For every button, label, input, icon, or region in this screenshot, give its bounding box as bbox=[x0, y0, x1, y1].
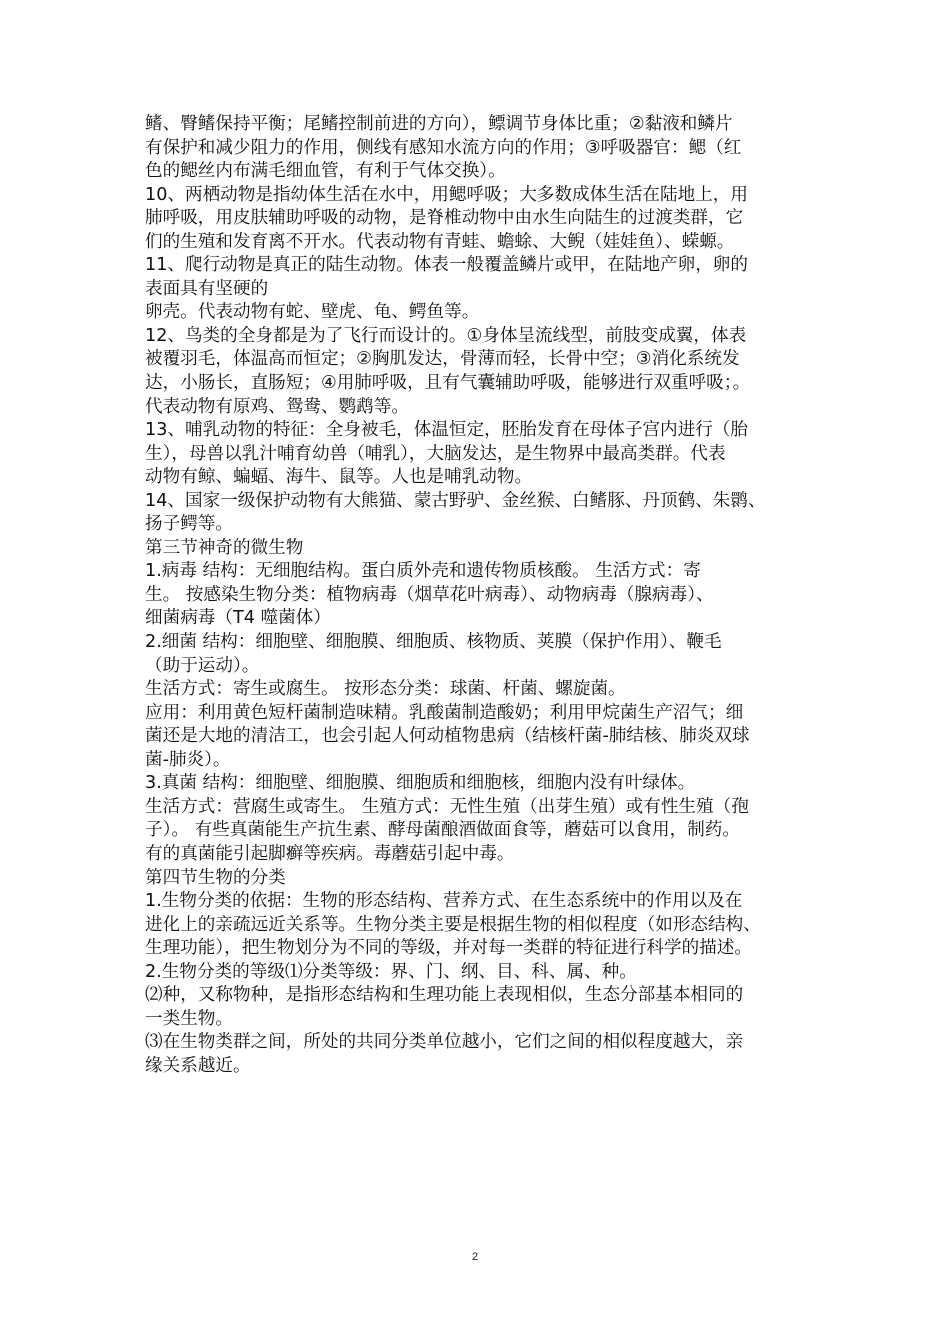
text-line: 12、鸟类的全身都是为了飞行而设计的。①身体呈流线型，前肢变成翼，体表 bbox=[145, 325, 747, 346]
text-line: 表面具有坚硬的 bbox=[145, 278, 269, 299]
text-line: 10、两栖动物是指幼体生活在水中，用鳃呼吸；大多数成体生活在陆地上，用 bbox=[145, 184, 748, 205]
text-line: 代表动物有原鸡、鸳鸯、鹦鹉等。 bbox=[145, 396, 409, 417]
text-line: 3.真菌 结构：细胞壁、细胞膜、细胞质和细胞核，细胞内没有叶绿体。 bbox=[145, 773, 696, 794]
text-line: 生活方式：营腐生或寄生。 生殖方式：无性生殖（出芽生殖）或有性生殖（孢 bbox=[145, 796, 749, 817]
text-line: 色的鳃丝内布满毛细血管，有利于气体交换）。 bbox=[145, 161, 506, 182]
section-heading: 第三节神奇的微生物 bbox=[145, 537, 304, 558]
text-line: 有的真菌能引起脚癣等疾病。毒蘑菇引起中毒。 bbox=[145, 843, 515, 864]
text-line: 2.生物分类的等级⑴分类等级：界、门、纲、目、科、属、种。 bbox=[145, 961, 637, 982]
text-line: 缘关系越近。 bbox=[145, 1055, 251, 1076]
text-line: 11、爬行动物是真正的陆生动物。体表一般覆盖鳞片或甲，在陆地产卵，卵的 bbox=[145, 255, 748, 276]
text-line: 13、哺乳动物的特征：全身被毛，体温恒定，胚胎发育在母体子宫内进行（胎 bbox=[145, 420, 748, 441]
text-line: 进化上的亲疏远近关系等。生物分类主要是根据生物的相似程度（如形态结构、 bbox=[145, 914, 761, 935]
document-body bbox=[145, 113, 815, 1078]
text-line: 生。 按感染生物分类：植物病毒（烟草花叶病毒）、动物病毒（腺病毒）、 bbox=[145, 584, 714, 605]
text-line: 卵壳。代表动物有蛇、壁虎、龟、鳄鱼等。 bbox=[145, 302, 480, 323]
text-line: 1.生物分类的依据：生物的形态结构、营养方式、在生态系统中的作用以及在 bbox=[145, 891, 743, 912]
text-line: 被覆羽毛，体温高而恒定；②胸肌发达，骨薄而轻，长骨中空；③消化系统发 bbox=[145, 349, 740, 370]
text-line: 2.细菌 结构：细胞壁、细胞膜、细胞质、核物质、荚膜（保护作用）、鞭毛 bbox=[145, 632, 722, 653]
text-line: 肺呼吸，用皮肤辅助呼吸的动物，是脊椎动物中由水生向陆生的过渡类群，它 bbox=[145, 208, 744, 229]
text-line: （助于运动）。 bbox=[145, 655, 260, 676]
text-line: 应用：利用黄色短杆菌制造味精。乳酸菌制造酸奶；利用甲烷菌生产沼气；细 bbox=[145, 702, 744, 723]
text-line: 动物有鲸、蝙蝠、海牛、鼠等。人也是哺乳动物。 bbox=[145, 467, 533, 488]
text-line: 扬子鳄等。 bbox=[145, 514, 233, 535]
text-line: 鳍、臀鳍保持平衡；尾鳍控制前进的方向），鳔调节身体比重；②黏液和鳞片 bbox=[145, 114, 733, 134]
text-line: 菌-肺炎）。 bbox=[145, 749, 231, 770]
text-line: 菌还是大地的清洁工，也会引起人何动植物患病（结核杆菌-肺结核、肺炎双球 bbox=[145, 726, 750, 747]
text-line: 1.病毒 结构：无细胞结构。蛋白质外壳和遗传物质核酸。 生活方式：寄 bbox=[145, 561, 701, 582]
text-line: 生），母兽以乳汁哺育幼兽（哺乳），大脑发达，是生物界中最高类群。代表 bbox=[145, 443, 726, 464]
text-line: 子）。 有些真菌能生产抗生素、酵母菌酿酒做面食等，蘑菇可以食用，制药。 bbox=[145, 820, 740, 841]
section-heading: 第四节生物的分类 bbox=[145, 867, 286, 888]
text-line: 们的生殖和发育离不开水。代表动物有青蛙、蟾蜍、大鲵（娃娃鱼）、蝾螈。 bbox=[145, 231, 735, 252]
text-line: 达，小肠长，直肠短；④用肺呼吸，且有气囊辅助呼吸，能够进行双重呼吸；。 bbox=[145, 373, 751, 394]
text-line: ⑶在生物类群之间，所处的共同分类单位越小，它们之间的相似程度越大，亲 bbox=[145, 1032, 744, 1053]
text-line: 生理功能），把生物划分为不同的等级，并对每一类群的特征进行科学的描述。 bbox=[145, 938, 752, 959]
text-line: 有保护和减少阻力的作用，侧线有感知水流方向的作用；③呼吸器官：鳃（红 bbox=[145, 137, 742, 158]
text-line: ⑵种，又称物种，是指形态结构和生理功能上表现相似，生态分部基本相同的 bbox=[145, 985, 744, 1006]
text-line: 14、国家一级保护动物有大熊猫、蒙古野驴、金丝猴、白鳍豚、丹顶鹤、朱鹮、 bbox=[145, 490, 766, 511]
text-line: 生活方式：寄生或腐生。 按形态分类：球菌、杆菌、螺旋菌。 bbox=[145, 679, 626, 700]
page-number: 2 bbox=[471, 1251, 479, 1263]
text-line: 细菌病毒（T4 噬菌体） bbox=[145, 608, 331, 629]
text-line: 一类生物。 bbox=[145, 1008, 233, 1029]
